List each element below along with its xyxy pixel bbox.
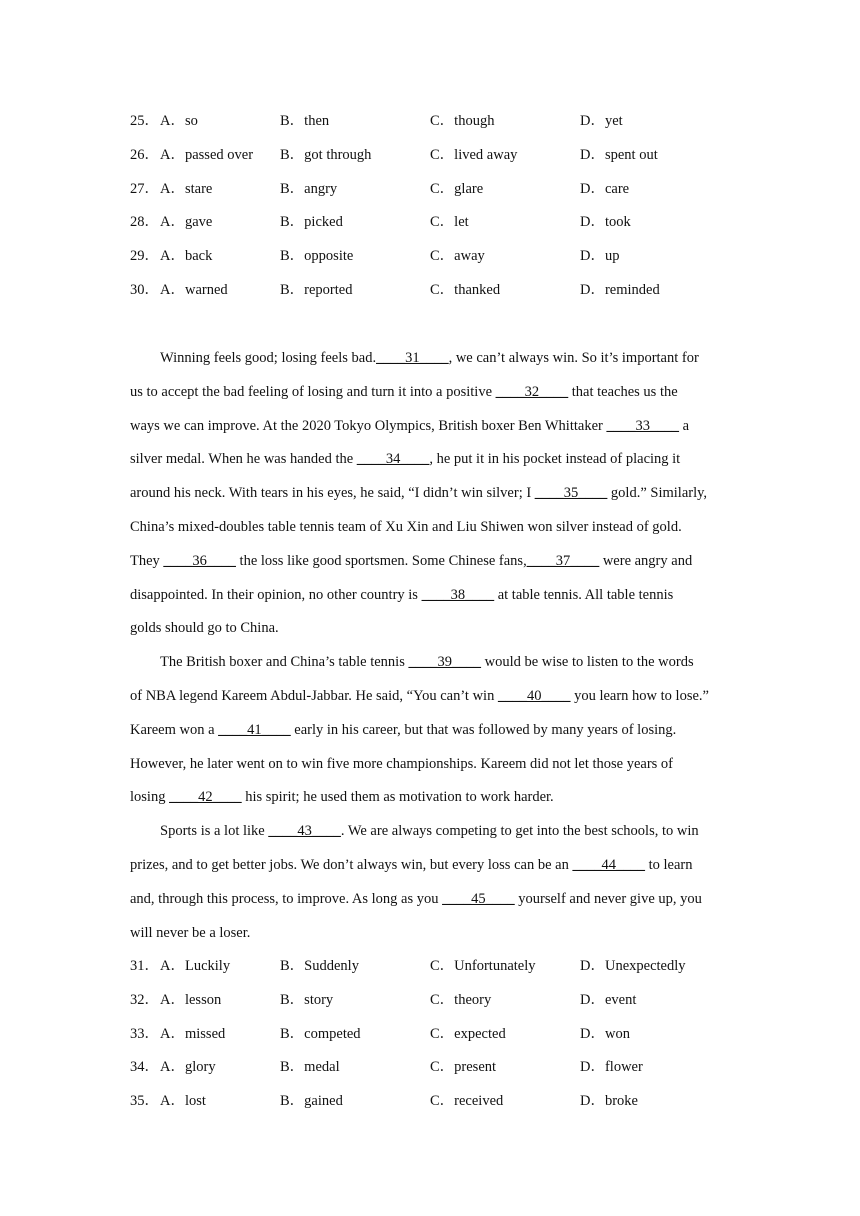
option-a: A．passed over	[160, 146, 254, 163]
options-table-bottom	[130, 950, 770, 1119]
question-row-29	[130, 240, 770, 274]
passage-line	[130, 443, 745, 477]
question-row-27	[130, 173, 770, 207]
passage-line	[130, 410, 745, 444]
passage-text: silver medal. When he was handed the	[130, 451, 357, 468]
question-number: 27．	[130, 180, 159, 197]
passage-text: Kareem won a	[130, 721, 219, 738]
passage-line	[130, 714, 745, 748]
option-a: A．stare	[160, 180, 213, 197]
passage-line	[130, 680, 745, 714]
option-d: D．broke	[580, 1093, 638, 1110]
passage-text: yourself and never give up, you	[514, 890, 702, 907]
option-c: C．glare	[430, 180, 484, 197]
question-row-28	[130, 206, 770, 240]
option-b: B．Suddenly	[280, 958, 359, 974]
question-number: 25．	[130, 113, 159, 129]
passage-line	[130, 612, 745, 646]
option-a: A．warned	[160, 281, 228, 298]
option-a: A．so	[160, 113, 198, 129]
passage-line	[130, 342, 745, 376]
passage-text: will never be a loser.	[130, 924, 251, 941]
option-b: B．then	[280, 113, 330, 129]
option-d: D．care	[580, 180, 630, 197]
question-number: 29．	[130, 248, 159, 265]
option-c: C．received	[430, 1093, 504, 1110]
passage-line	[130, 511, 745, 545]
passage-line	[130, 477, 745, 511]
question-row-25	[130, 105, 770, 139]
question-number: 31．	[130, 958, 159, 974]
option-b: B．reported	[280, 281, 353, 298]
passage-line	[130, 883, 745, 917]
passage-text: his spirit; he used them as motivation to work harder.	[241, 789, 554, 806]
option-a: A．lost	[160, 1093, 206, 1110]
option-c: C．expected	[430, 1025, 506, 1042]
passage-line	[130, 849, 745, 883]
question-row-26	[130, 139, 770, 173]
blank-41: ____41____	[218, 721, 291, 738]
option-c: C．thanked	[430, 281, 501, 298]
passage-line	[130, 579, 745, 613]
question-row-31	[130, 950, 770, 984]
passage-text: us to accept the bad feeling of losing and turn it into a positive	[130, 383, 496, 400]
question-number: 33．	[130, 1025, 159, 1042]
option-b: B．story	[280, 991, 334, 1008]
blank-37: ____37____	[526, 552, 600, 569]
passage-text: They	[130, 552, 164, 569]
passage-text: a	[678, 417, 690, 434]
passage-text: Winning feels good; losing feels bad.	[160, 350, 377, 366]
passage-text: ways we can improve. At the 2020 Tokyo Olympics, British boxer Ben Whittaker	[130, 417, 607, 434]
option-d: D．flower	[580, 1059, 643, 1076]
passage-text: However, he later went on to win five more championships. Kareem did not let those years of	[130, 755, 674, 772]
passage-text: , he put it in his pocket instead of placing it	[429, 451, 681, 468]
option-b: B．angry	[280, 180, 338, 197]
option-d: D．up	[580, 248, 620, 265]
option-a: A．lesson	[160, 991, 222, 1008]
passage-line	[130, 917, 745, 951]
passage-text: around his neck. With tears in his eyes, he said, “I didn’t win silver; I	[130, 485, 535, 502]
passage-text: at table tennis. All table tennis	[494, 586, 674, 603]
option-a: A．gave	[160, 214, 213, 231]
question-number: 34．	[130, 1059, 159, 1076]
option-b: B．picked	[280, 214, 343, 231]
passage-text: the loss like good sportsmen. Some Chinese fans,	[235, 552, 527, 569]
question-number: 30．	[130, 281, 159, 298]
option-d: D．reminded	[580, 281, 660, 298]
option-d: D．yet	[580, 113, 623, 129]
blank-33: ____33____	[606, 417, 679, 434]
question-row-30	[130, 274, 770, 308]
passage-text: to learn	[644, 856, 693, 873]
blank-38: ____38____	[421, 586, 495, 603]
question-row-34	[130, 1051, 770, 1085]
passage-line	[130, 376, 745, 410]
option-b: B．gained	[280, 1093, 343, 1110]
blank-42: ____42____	[169, 789, 242, 806]
passage-line	[130, 748, 745, 782]
passage-text: and, through this process, to improve. As long as you	[130, 890, 443, 907]
option-d: D．event	[580, 991, 637, 1008]
passage-text: were angry and	[599, 552, 693, 569]
passage-text: Sports is a lot like	[160, 823, 269, 840]
passage-line	[130, 781, 745, 815]
blank-31: ____31____	[376, 350, 449, 366]
option-c: C．away	[430, 248, 485, 265]
blank-32: ____32____	[495, 383, 569, 400]
blank-40: ____40____	[497, 687, 571, 704]
option-a: A．back	[160, 248, 213, 265]
option-c: C．theory	[430, 991, 492, 1008]
blank-36: ____36____	[163, 552, 236, 569]
passage-text: that teaches us the	[568, 383, 678, 400]
blank-45: ____45____	[442, 890, 515, 907]
option-b: B．competed	[280, 1025, 361, 1042]
blank-39: ____39____	[408, 654, 481, 671]
option-c: C．present	[430, 1059, 497, 1076]
option-d: D．took	[580, 214, 631, 231]
passage-text: prizes, and to get better jobs. We don’t always win, but every loss can be an	[130, 856, 573, 873]
passage-line	[130, 815, 745, 849]
question-number: 28．	[130, 214, 159, 231]
option-c: C．let	[430, 214, 469, 231]
option-b: B．medal	[280, 1059, 340, 1076]
option-c: C．though	[430, 113, 495, 129]
question-row-35	[130, 1085, 770, 1119]
cloze-passage	[130, 342, 745, 950]
option-d: D．spent out	[580, 146, 658, 163]
passage-line	[130, 646, 745, 680]
passage-text: disappointed. In their opinion, no other country is	[130, 586, 422, 603]
question-number: 32．	[130, 991, 159, 1008]
passage-text: golds should go to China.	[130, 620, 279, 637]
passage-text: , we can’t always win. So it’s important for	[448, 350, 699, 366]
question-number: 35．	[130, 1093, 159, 1110]
blank-43: ____43____	[268, 823, 341, 840]
option-a: A．glory	[160, 1059, 216, 1076]
passage-line	[130, 545, 745, 579]
option-b: B．opposite	[280, 248, 354, 265]
question-row-32	[130, 984, 770, 1018]
passage-text: gold.” Similarly,	[607, 485, 708, 502]
option-b: B．got through	[280, 146, 372, 163]
option-d: D．Unexpectedly	[580, 958, 686, 974]
blank-35: ____35____	[534, 485, 608, 502]
passage-text: early in his career, but that was followed by many years of losing.	[290, 721, 677, 738]
option-c: C．Unfortunately	[430, 958, 536, 974]
passage-text: . We are always competing to get into the best schools, to win	[340, 823, 699, 840]
passage-text: of NBA legend Kareem Abdul-Jabbar. He said, “You can’t win	[130, 687, 498, 704]
passage-text: losing	[130, 789, 170, 806]
blank-44: ____44____	[572, 856, 645, 873]
option-a: A．Luckily	[160, 958, 231, 974]
option-d: D．won	[580, 1025, 630, 1042]
blank-34: ____34____	[356, 451, 430, 468]
question-number: 26．	[130, 146, 159, 163]
passage-text: would be wise to listen to the words	[480, 654, 694, 671]
option-a: A．missed	[160, 1025, 226, 1042]
options-table-top	[130, 105, 770, 308]
option-c: C．lived away	[430, 146, 518, 163]
passage-text: China’s mixed-doubles table tennis team of Xu Xin and Liu Shiwen won silver instead of gold.	[130, 518, 682, 535]
passage-text: you learn how to lose.”	[570, 687, 709, 704]
question-row-33	[130, 1018, 770, 1052]
passage-text: The British boxer and China’s table tennis	[160, 654, 409, 671]
